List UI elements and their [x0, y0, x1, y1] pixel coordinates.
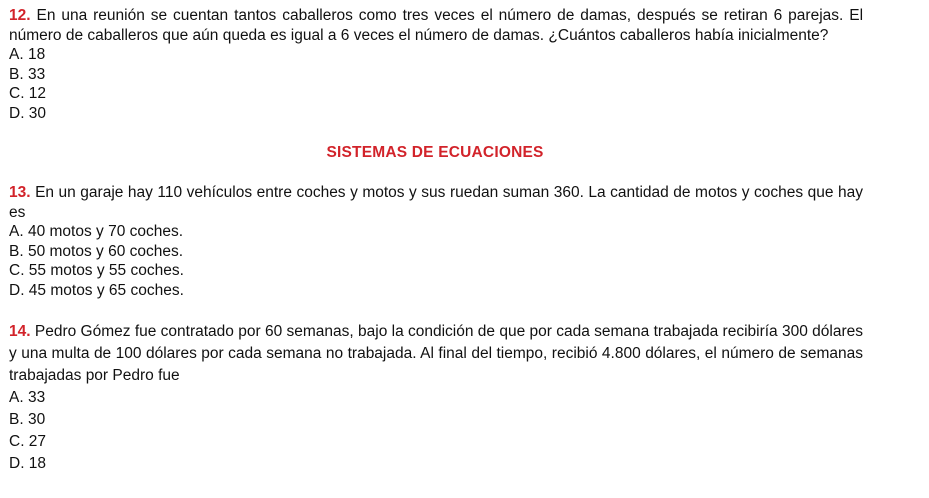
- question-12-option-a: A. 18: [9, 46, 46, 63]
- question-14-option-a: A. 33: [9, 389, 46, 406]
- question-13-text: En un garaje hay 110 vehículos entre coches y motos y sus ruedan suman 360. La cantidad de motos y coches que hay es: [9, 184, 863, 221]
- question-13-options: [9, 222, 863, 300]
- question-14-option-d: D. 18: [9, 455, 47, 472]
- section-title: SISTEMAS DE ECUACIONES: [326, 144, 544, 161]
- question-14-option-b: B. 30: [9, 411, 46, 428]
- question-14-text: Pedro Gómez fue contratado por 60 semanas, bajo la condición de que por cada semana trabajada recibiría 300 dólares y una multa de 100 dólares por cada semana no trabajada. Al final del tiempo, recibió 4.800 dólares, el número de semanas trabajadas por Pedro fue: [9, 323, 863, 384]
- question-14: [9, 321, 863, 475]
- question-13-option-d: D. 45 motos y 65 coches.: [9, 281, 184, 299]
- question-12-stem: [9, 6, 863, 45]
- question-14-stem: [9, 321, 863, 387]
- question-12: [9, 6, 863, 123]
- question-12-option-c: C. 12: [9, 85, 47, 102]
- question-13-option-a: A. 40 motos y 70 coches.: [9, 223, 184, 240]
- question-12-options: [9, 45, 863, 123]
- question-12-option-b: B. 33: [9, 65, 46, 83]
- question-13-number: 13.: [9, 184, 31, 201]
- question-14-option-c: C. 27: [9, 433, 47, 450]
- question-12-number: 12.: [9, 7, 31, 24]
- question-13-stem: [9, 183, 863, 222]
- question-12-text: En una reunión se cuentan tantos caballeros como tres veces el número de damas, después se retiran 6 parejas. El número de caballeros que aún queda es igual a 6 veces el número de damas. ¿Cuántos caballeros había inicialmente?: [9, 7, 864, 44]
- question-13-option-b: B. 50 motos y 60 coches.: [9, 242, 184, 260]
- question-13: [9, 183, 863, 300]
- question-14-number: 14.: [9, 323, 31, 340]
- question-14-options: [9, 387, 863, 475]
- question-12-option-d: D. 30: [9, 104, 47, 122]
- question-13-option-c: C. 55 motos y 55 coches.: [9, 262, 184, 279]
